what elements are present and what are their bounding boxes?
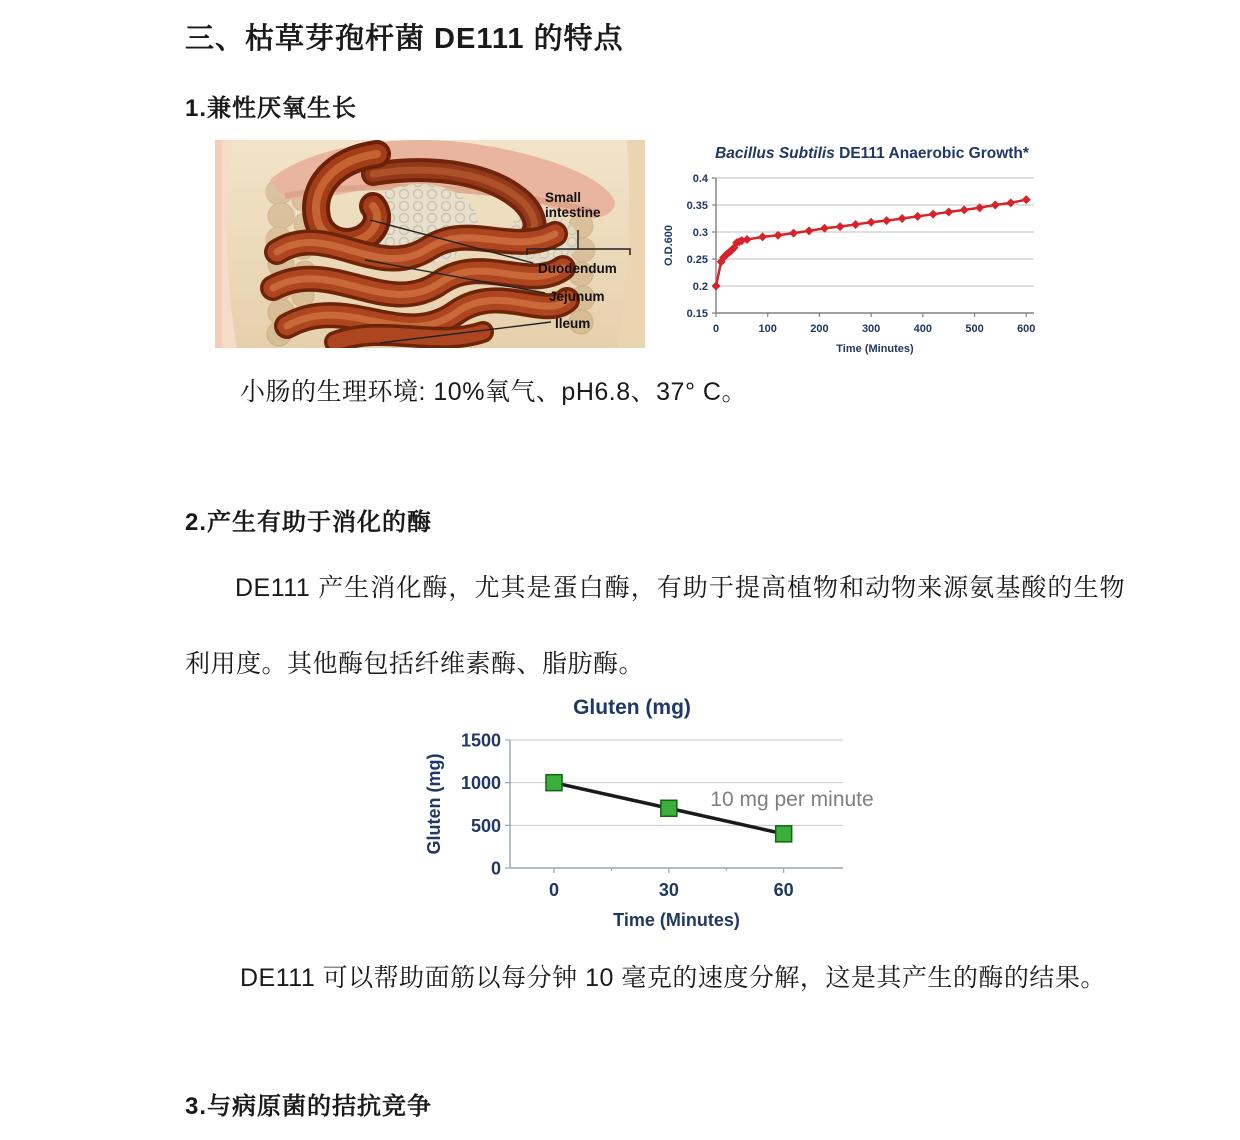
jejunum-label: Jejunum <box>549 289 605 304</box>
data-point <box>851 220 860 229</box>
data-point <box>882 216 891 225</box>
x-tick-label: 400 <box>913 323 933 335</box>
ileum-label: Ileum <box>555 316 591 331</box>
data-point <box>991 201 1000 210</box>
enzyme-paragraph: DE111 产生消化酶，尤其是蛋白酶，有助于提高植物和动物来源氨基酸的生物利用度。其他酶包括纤维素酶、脂肪酶。 <box>185 574 1125 678</box>
y-tick-label: 0.15 <box>686 307 708 320</box>
y-tick-label: 1000 <box>460 773 501 794</box>
chart-title: Bacillus Subtilis DE111 Anaerobic Growth* <box>715 145 1029 162</box>
intestine-environment-caption: 小肠的生理环境: 10%氧气、pH6.8、37° C。 <box>240 378 747 406</box>
x-axis-label: Time (Minutes) <box>613 910 740 930</box>
subsection-heading-3: 3.与病原菌的拮抗竞争 <box>185 1093 433 1120</box>
x-tick-label: 500 <box>965 323 984 335</box>
y-tick-label: 0.3 <box>692 226 708 239</box>
gluten-result-paragraph: DE111 可以帮助面筋以每分钟 10 毫克的速度分解，这是其产生的酶的结果。 <box>240 964 1106 992</box>
data-point <box>661 800 677 816</box>
data-point <box>913 212 922 221</box>
x-tick-label: 60 <box>773 880 794 900</box>
x-tick-label: 0 <box>712 323 720 335</box>
anaerobic-growth-chart <box>658 130 1108 360</box>
y-tick-label: 0.2 <box>692 280 708 293</box>
y-tick-label: 0 <box>490 858 501 879</box>
x-axis-label: Time (Minutes) <box>836 343 914 355</box>
x-tick-label: 200 <box>810 323 829 335</box>
annotation: 10 mg per minute <box>710 788 874 811</box>
small-intestine-label-line2: intestine <box>545 205 601 220</box>
data-point <box>836 222 845 231</box>
y-tick-label: 0.35 <box>686 199 708 212</box>
torso-left-band <box>215 140 222 348</box>
subsection-heading-1: 1.兼性厌氧生长 <box>185 95 358 122</box>
data-point <box>776 826 792 842</box>
data-point <box>712 282 721 291</box>
chart-title: Gluten (mg) <box>573 696 691 719</box>
x-tick-label: 30 <box>658 880 679 900</box>
data-point <box>867 218 876 227</box>
data-point <box>1022 195 1031 204</box>
data-point <box>1006 198 1015 207</box>
x-tick-label: 600 <box>1017 323 1036 335</box>
data-point <box>820 224 829 233</box>
data-point <box>789 229 798 238</box>
gluten-chart <box>420 688 890 936</box>
series-line <box>716 200 1026 286</box>
data-point <box>960 205 969 214</box>
small-intestine-figure <box>215 140 645 348</box>
data-point <box>758 232 767 241</box>
y-axis-label: Gluten (mg) <box>424 753 444 855</box>
y-tick-label: 0.4 <box>692 172 708 185</box>
x-tick-label: 0 <box>549 880 560 900</box>
x-tick-label: 300 <box>861 323 881 335</box>
y-axis-label: O.D.600 <box>663 225 675 266</box>
data-point <box>805 226 814 235</box>
data-point <box>898 214 907 223</box>
x-tick-label: 100 <box>758 323 777 335</box>
data-point <box>929 210 938 219</box>
data-point <box>944 208 953 217</box>
data-point <box>546 775 562 791</box>
subsection-heading-2: 2.产生有助于消化的酶 <box>185 509 433 536</box>
y-tick-label: 500 <box>470 815 501 836</box>
small-intestine-label-line1: Small <box>545 190 582 205</box>
y-tick-label: 0.25 <box>686 253 708 266</box>
page-title: 三、枯草芽孢杆菌 DE111 的特点 <box>185 23 624 55</box>
duodendum-label: Duodendum <box>538 261 617 276</box>
y-tick-label: 1500 <box>460 730 501 751</box>
